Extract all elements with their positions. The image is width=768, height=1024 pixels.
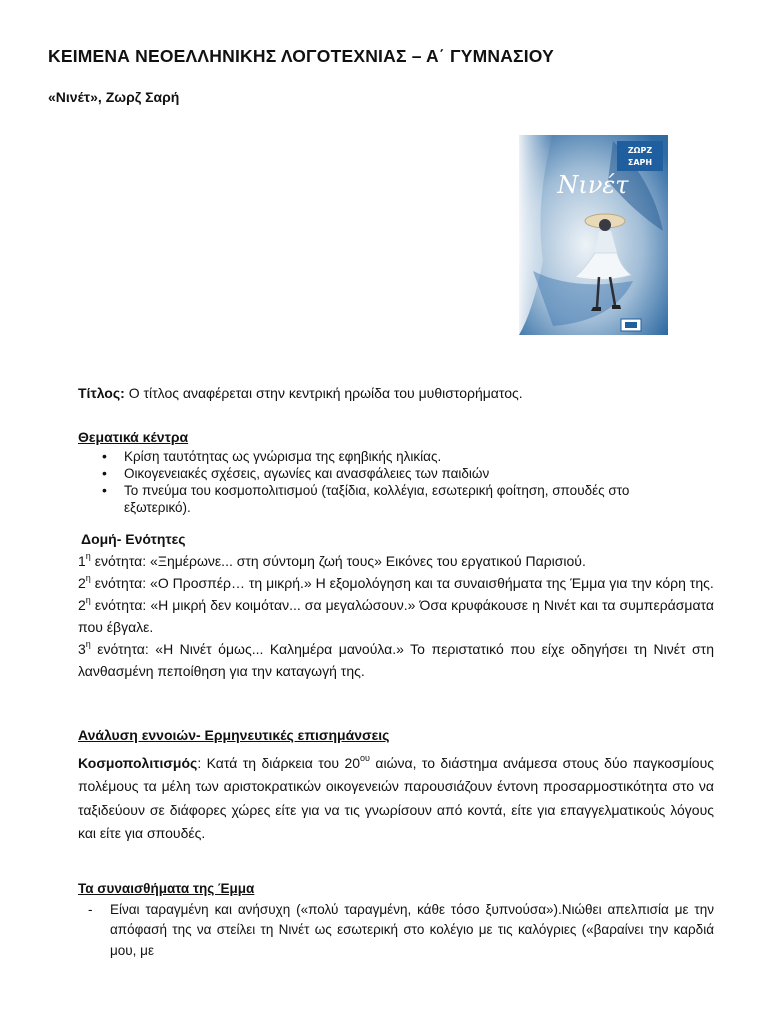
themes-section: [78, 426, 714, 516]
list-item: • Οικογενειακές σχέσεις, αγωνίες και ανασφάλειες των παιδιών: [78, 465, 668, 482]
analysis-text-after: αιώνα, το διάστημα ανάμεσα στους δύο παγκοσμίους πολέμους τα μέλη των αριστοκρατικών οικογενειών παρουσιάζουν έντονη προσαρμοστικότητα στο να ταξιδεύουν σε διάφορες χώρες είτε για να τις γνωρίσουν από κοντά, είτε για επαγγελματικούς λόγους και είτε για σπουδές.: [78, 754, 714, 841]
list-item: - Είναι ταραγμένη και ανήσυχη («πολύ ταραγμένη, κάθε τόσο ξυπνούσα»).Νιώθει απελπισία με την απόφασή της να στείλει τη Νινέτ ως εσωτερική στο κολέγιο με τις καλόγριες («βαραίνει την καρδιά μου, με: [78, 900, 714, 962]
structure-unit: [78, 594, 714, 638]
unit-number: 2: [78, 575, 86, 591]
unit-number: 1: [78, 553, 86, 569]
title-section: [78, 382, 714, 404]
analysis-section: [78, 724, 714, 846]
svg-text:Νινέτ: Νινέτ: [557, 171, 629, 199]
unit-sup: η: [85, 639, 91, 650]
structure-unit: [78, 572, 714, 594]
analysis-paragraph: [78, 752, 714, 846]
unit-label: ενότητα:: [90, 575, 147, 591]
unit-sup: η: [85, 551, 91, 562]
title-text: Ο τίτλος αναφέρεται στην κεντρική ηρωίδα του μυθιστορήματος.: [124, 385, 523, 401]
unit-label: ενότητα:: [90, 641, 149, 657]
unit-text: «Η Νινέτ όμως... Καλημέρα μανούλα.» Το περιστατικό που είχε οδηγήσει τη Νινέτ στη λανθασμένη πεποίθηση για την καταγωγή της.: [78, 641, 714, 679]
unit-text: «Ο Προσπέρ… τη μικρή.» Η εξομολόγηση και τα συναισθήματα της Έμμα για την κόρη της.: [146, 575, 714, 591]
list-item: • Κρίση ταυτότητας ως γνώρισμα της εφηβικής ηλικίας.: [78, 448, 668, 465]
emma-list: [78, 900, 714, 962]
emma-section: [78, 879, 714, 961]
svg-text:ΖΩΡΖ: ΖΩΡΖ: [627, 146, 653, 155]
book-cover-image: [513, 121, 668, 335]
unit-sup: η: [85, 573, 91, 584]
structure-unit: [78, 550, 714, 572]
analysis-heading: Ανάλυση εννοιών- Ερμηνευτικές επισημάνσεις: [78, 727, 390, 743]
themes-heading: Θεματικά κέντρα: [78, 429, 189, 445]
analysis-colon: :: [197, 754, 202, 771]
svg-text:ΣΑΡΗ: ΣΑΡΗ: [627, 158, 653, 167]
unit-sup: η: [85, 595, 91, 606]
unit-label: ενότητα:: [90, 553, 147, 569]
analysis-term: Κοσμοπολιτισμός: [78, 754, 198, 771]
analysis-text-before: Κατά τη διάρκεια του 20: [201, 754, 361, 771]
title-label: Τίτλος:: [78, 385, 125, 401]
list-item: • Το πνεύμα του κοσμοπολιτισμού (ταξίδια, κολλέγια, εσωτερική φοίτηση, σπουδές στο εξωτερικό).: [78, 482, 668, 516]
document-subtitle: «Νινέτ», Ζωρζ Σαρή: [48, 89, 180, 105]
unit-text: «Ξημέρωνε... στη σύντομη ζωή τους» Εικόνες του εργατικού Παρισιού.: [146, 553, 586, 569]
structure-unit: [78, 638, 714, 682]
unit-number: 2: [78, 597, 86, 613]
structure-section: [78, 528, 714, 682]
unit-text: «Η μικρή δεν κοιμόταν... σα μεγαλώσουν.» Όσα κρυφάκουσε η Νινέτ και τα συμπεράσματα που έβγαλε.: [78, 597, 714, 635]
unit-number: 3: [78, 641, 86, 657]
analysis-sup: ου: [360, 752, 370, 763]
emma-heading: Τα συναισθήματα της Έμμα: [78, 881, 255, 896]
structure-heading: Δομή- Ενότητες: [81, 531, 186, 547]
unit-label: ενότητα:: [90, 597, 147, 613]
document-title: ΚΕΙΜΕΝΑ ΝΕΟΕΛΛΗΝΙΚΗΣ ΛΟΓΟΤΕΧΝΙΑΣ – Α΄ ΓΥΜΝΑΣΙΟΥ: [48, 46, 554, 66]
themes-list: [78, 448, 668, 516]
